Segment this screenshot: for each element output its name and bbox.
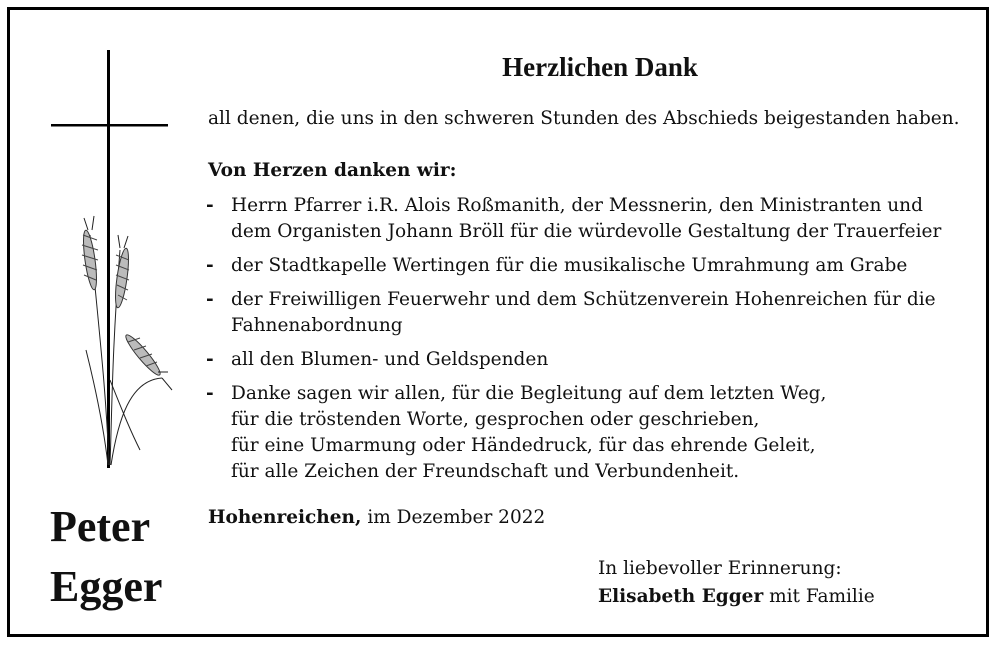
dash-bullet-icon: - [206, 289, 214, 310]
dash-bullet-icon: - [206, 255, 214, 276]
list-item-line: der Freiwilligen Feuerwehr und dem Schützenverein Hohenreichen für die [231, 289, 936, 310]
signer-suffix: mit Familie [769, 586, 875, 607]
list-item [206, 193, 986, 245]
list-item-line: Fahnenabordnung [231, 315, 403, 336]
cross-with-wheat-icon [50, 50, 180, 480]
dash-bullet-icon: - [206, 383, 214, 404]
deceased-last-name: Egger [50, 562, 163, 611]
place-date [208, 507, 545, 528]
cross-icon [51, 50, 168, 468]
list-item-line: all den Blumen- und Geldspenden [231, 349, 549, 370]
wheat-icon [81, 216, 172, 465]
place: Hohenreichen, [208, 507, 362, 528]
deceased-first-name: Peter [50, 502, 151, 551]
list-item [206, 287, 986, 339]
list-item-line: Danke sagen wir allen, für die Begleitung auf dem letzten Weg, [231, 383, 827, 404]
dash-bullet-icon: - [206, 349, 214, 370]
page-title: Herzlichen Dank [502, 52, 698, 82]
list-item [206, 253, 986, 279]
list-item [206, 347, 986, 373]
closing-text: In liebevoller Erinnerung: [598, 558, 842, 579]
list-item-line: für eine Umarmung oder Händedruck, für das ehrende Geleit, [231, 435, 816, 456]
intro-text: all denen, die uns in den schweren Stunden des Abschieds beigestanden haben. [208, 108, 960, 129]
date: im Dezember 2022 [367, 507, 546, 528]
signature-block [598, 555, 875, 611]
signer-name: Elisabeth Egger [598, 586, 764, 607]
thanks-subheading: Von Herzen danken wir: [208, 160, 457, 181]
list-item [206, 381, 986, 485]
signer-line [598, 583, 875, 611]
list-item-line: dem Organisten Johann Bröll für die würdevolle Gestaltung der Trauerfeier [231, 221, 942, 242]
list-item-line: für alle Zeichen der Freundschaft und Verbundenheit. [231, 461, 740, 482]
obituary-card [7, 7, 989, 637]
dash-bullet-icon: - [206, 195, 214, 216]
list-item-line: Herrn Pfarrer i.R. Alois Roßmanith, der Messnerin, den Ministranten und [231, 195, 923, 216]
list-item-line: der Stadtkapelle Wertingen für die musikalische Umrahmung am Grabe [231, 255, 908, 276]
thanks-list [206, 193, 986, 493]
list-item-line: für die tröstenden Worte, gesprochen oder geschrieben, [231, 409, 760, 430]
